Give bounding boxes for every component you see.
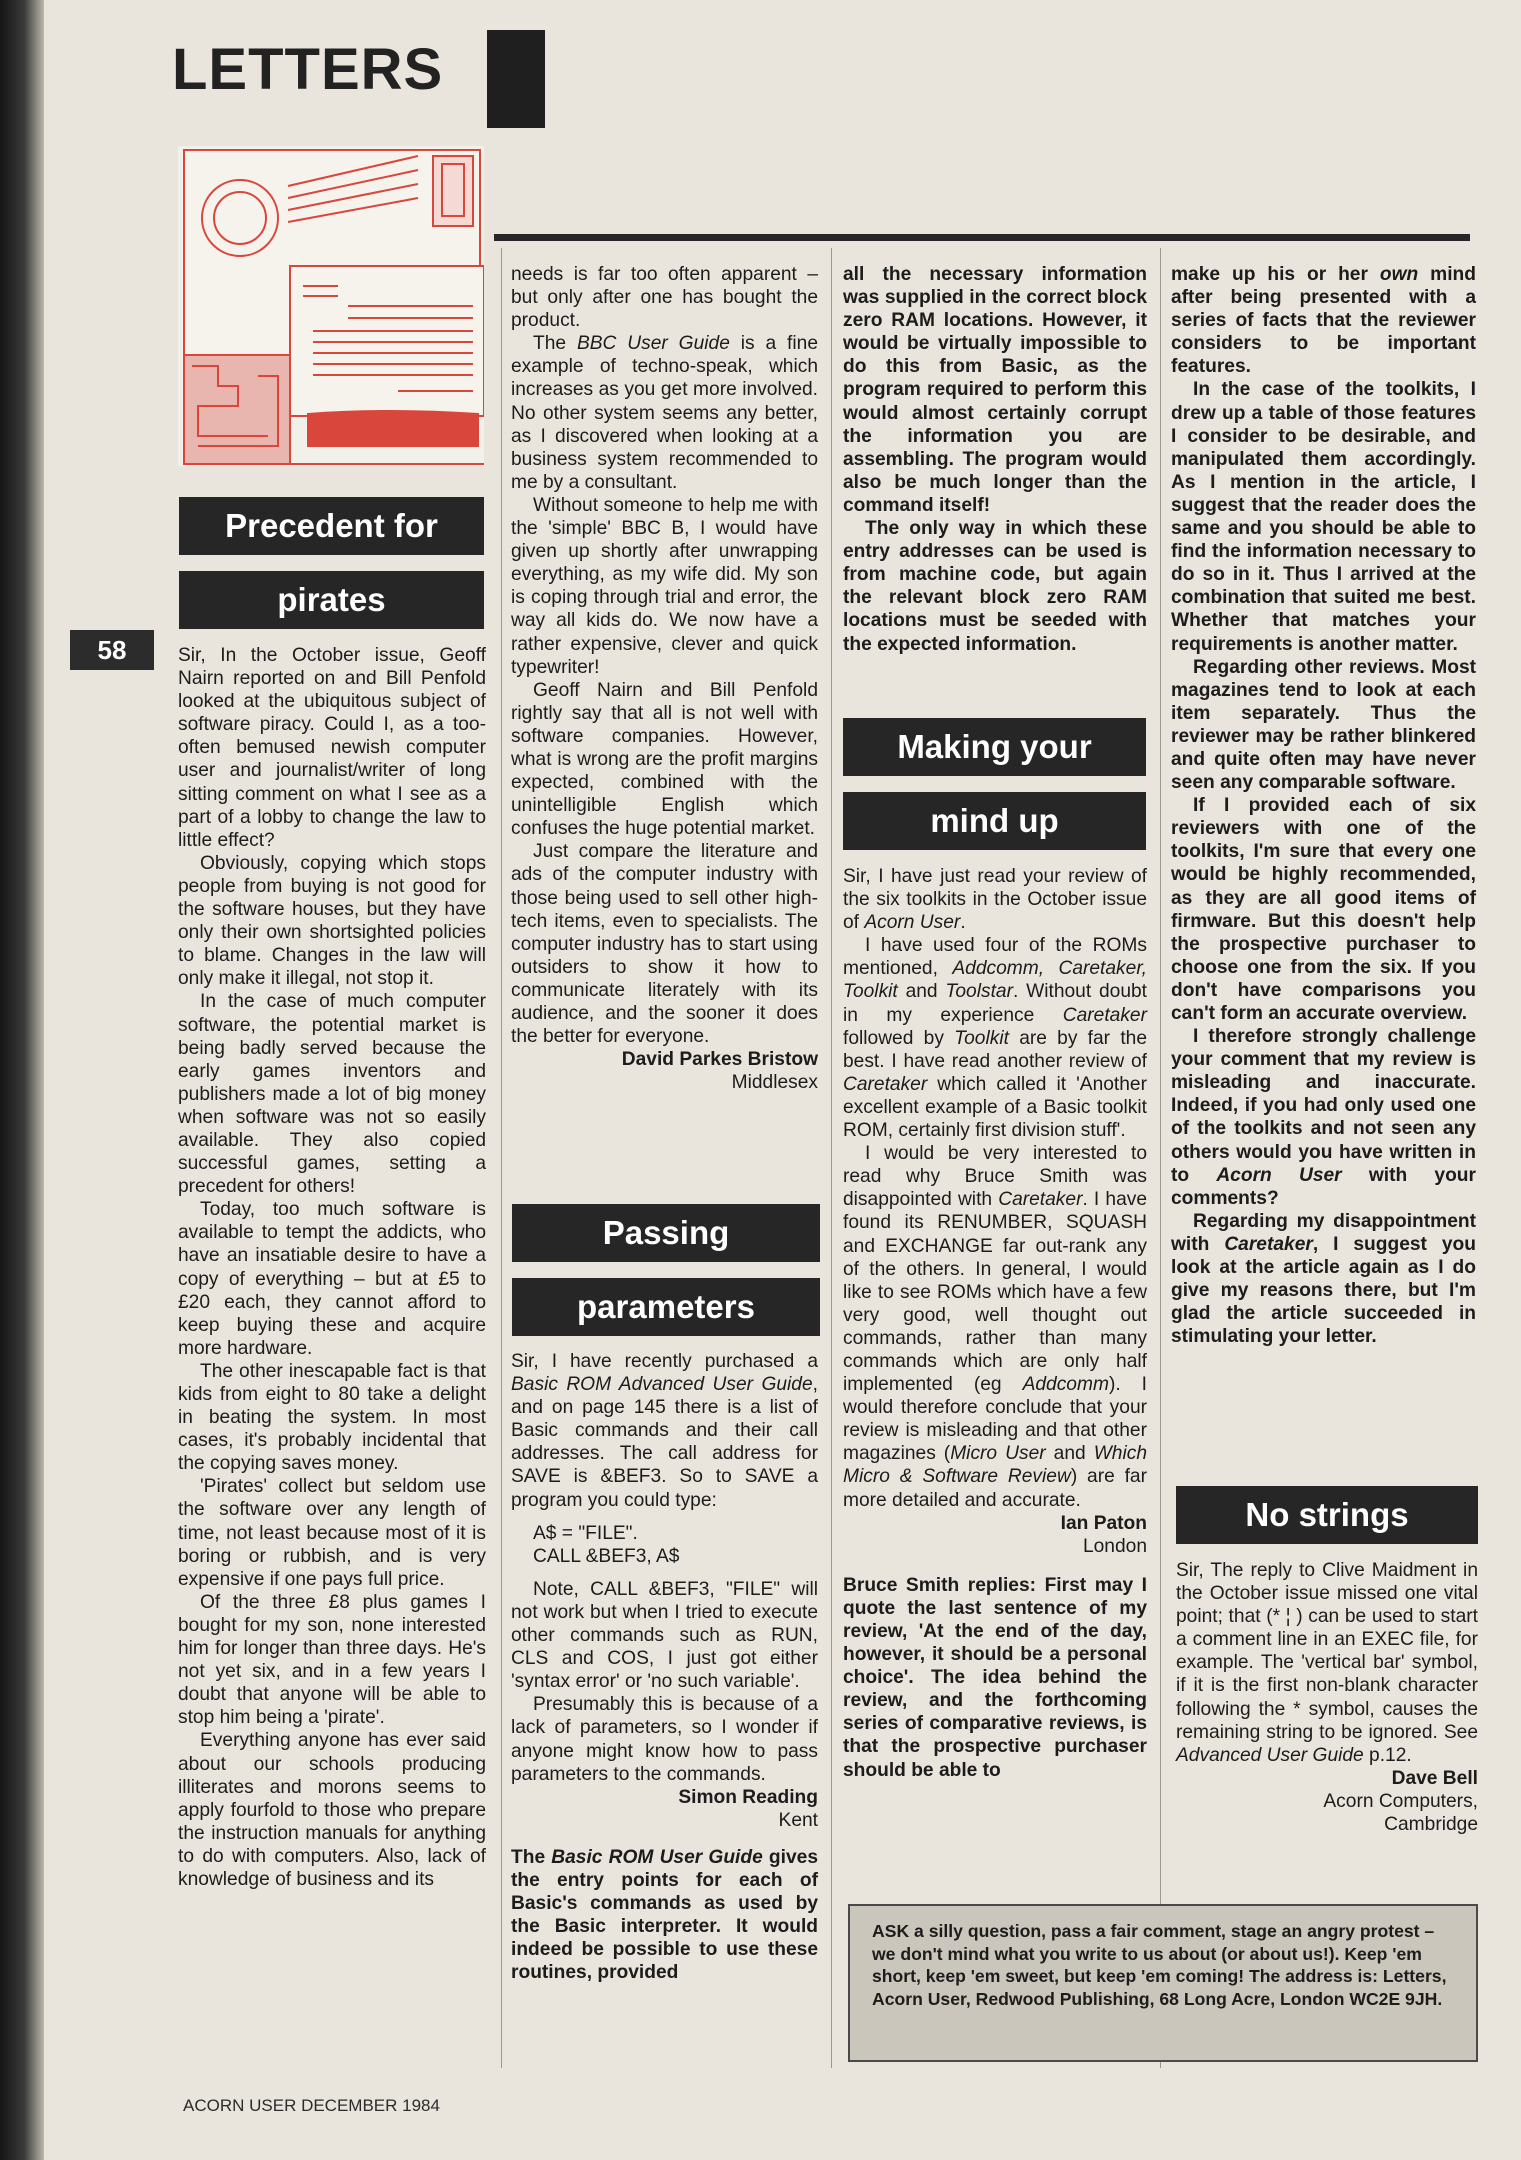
paragraph: Sir, In the October issue, Geoff Nairn reported on and Bill Penfold looked at the ubiquitous subject of software piracy. Could I, as a too-often bemused newish computer user and journalist/writer of long sitting comment on what I see as a part of a lobby to change the law to little effect? xyxy=(178,645,486,851)
code-listing xyxy=(533,1522,818,1568)
paragraph: Sir, I have recently purchased a Basic ROM Advanced User Guide, and on page 145 there is a list of Basic commands and their call addresses. The call address for SAVE is &BEF3. So to SAVE a program you could type: xyxy=(511,1351,818,1511)
paragraph: I would be very interested to read why Bruce Smith was disappointed with Caretaker. I have found its RENUMBER, SQUASH and EXCHANGE far out-rank any of the others. In general, I would like to see ROMs which have a few very good, well thought out commands, rather than many commands which are only half implemented (eg Addcomm). I would therefore conclude that your review is misleading and that other magazines (Micro User and Which Micro & Software Review) are far more detailed and accurate. xyxy=(843,1143,1148,1511)
paragraph: In the case of the toolkits, I drew up a table of those features I consider to be desirable, and manipulated them accordingly. As I mention in the article, I suggest that the reader does the same and you should be able to find the information necessary to do so in it. Thus I arrived at the combination that suited me best. Whether that matches your requirements is another matter. xyxy=(1171,379,1476,655)
paragraph: Everything anyone has ever said about our schools producing illiterates and morons seems to apply fourfold to those who prepare the instruction manuals for anything to do with computers. Also, lack of knowledge of business and its xyxy=(178,1730,486,1890)
signature-place: Middlesex xyxy=(731,1072,818,1094)
paragraph: Presumably this is because of a lack of parameters, so I wonder if anyone might know how to pass parameters to the commands. xyxy=(511,1694,818,1785)
paragraph: The other inescapable fact is that kids from eight to 80 take a delight in beating the system. In most cases, it's probably incidental that the copying saves money. xyxy=(178,1360,486,1475)
paragraph: all the necessary information was supplied in the correct block zero RAM locations. However, it would be virtually impossible to do this from Basic, as the program required to perform this would almost certainly corrupt the information you are assembling. The program would also be much longer than the command itself! xyxy=(843,264,1147,516)
envelope-illustration xyxy=(178,146,484,466)
letter-passing-parameters xyxy=(511,1350,818,1984)
signature-name: David Parkes Bristow xyxy=(621,1049,818,1071)
paragraph: Just compare the literature and ads of the computer industry with those being used to sell other high-tech items, even to specialists. The computer industry has to start using outsiders to show it how to communicate literately with its audience, and the sooner it does the better for everyone. xyxy=(511,841,818,1048)
paragraph: In the case of much computer software, the potential market is being badly served because the early games inventors and publishers made a lot of big money when software was not so easily available. They also copied successful games, setting a precedent for others! xyxy=(178,991,486,1198)
paragraph: Obviously, copying which stops people from buying is not good for the software houses, but they have only their own shortsighted policies to blame. Changes in the law will only make it illegal, not stop it. xyxy=(178,852,486,990)
column-divider xyxy=(831,248,832,2068)
paragraph: needs is far too often apparent – but only after one has bought the product. xyxy=(511,264,818,332)
signature-place: Cambridge xyxy=(1384,1814,1478,1836)
submission-notice-box xyxy=(848,1904,1478,2062)
paragraph: 'Pirates' collect but seldom use the software over any length of time, not least because most of it is boring or rubbish, and is very expensive if one pays full price. xyxy=(178,1476,486,1590)
heading-precedent-for: Precedent for xyxy=(179,497,484,555)
letter-precedent-continued xyxy=(511,263,818,1094)
letter-no-strings xyxy=(1176,1559,1478,1836)
author-reply: Bruce Smith replies: First may I quote the last sentence of my review, 'At the end of the day, however, it should be a personal choice'. The idea behind the review, and the forthcoming series of comparative reviews, is that the prospective purchaser should be able to xyxy=(843,1574,1147,1781)
paragraph: Note, CALL &BEF3, "FILE" will not work but when I tried to execute other commands such as RUN, CLS and COS, I just got either 'syntax error' or 'no such variable'. xyxy=(511,1578,818,1693)
top-rule xyxy=(494,234,1470,241)
signature-place: London xyxy=(1082,1535,1147,1557)
paragraph: Without someone to help me with the 'simple' BBC B, I would have given up shortly after unwrapping everything, as my wife did. My son is coping through trial and error, the way all kids do. We now have a rather expensive, clever and quick typewriter! xyxy=(511,494,818,678)
heading-making-your: Making your xyxy=(843,718,1146,776)
publication-title: Basic ROM User Guide xyxy=(551,1846,763,1868)
publication-title: BBC User Guide xyxy=(576,333,730,355)
signature-name: Ian Paton xyxy=(1060,1512,1147,1534)
binding-spine xyxy=(0,0,44,2160)
paragraph: The BBC User Guide is a fine example of techno-speak, which increases as you get more involved. No other system seems any better, as I discovered when looking at a business system recommended to me by a consultant. xyxy=(511,333,818,493)
paragraph: If I provided each of six reviewers with one of the toolkits, I'm sure that every one would be highly recommended, as they are all good items of firmware. But this doesn't help the prospective purchaser to choose one from the six. If you don't have comparisons you can't form an accurate overview. xyxy=(1171,795,1476,1024)
paragraph: Sir, The reply to Clive Maidment in the October issue missed one vital point; that (* ¦ ) can be used to start a comment line in an EXEC file, for example. The 'vertical bar' symbol, if it is the first non-blank character following the * symbol, causes the remaining string to be ignored. See Advanced User Guide p.12. xyxy=(1176,1560,1478,1766)
paragraph: Regarding other reviews. Most magazines tend to look at each item separately. Thus the reviewer may be rather blinkered and quite often may have never seen any comparable software. xyxy=(1171,656,1476,794)
signature-organisation: Acorn Computers, xyxy=(1323,1790,1478,1812)
column-divider xyxy=(1160,248,1161,2068)
heading-no-strings: No strings xyxy=(1176,1486,1478,1544)
paragraph: I have used four of the ROMs mentioned, Addcomm, Caretaker, Toolkit and Toolstar. Without doubt in my experience Caretaker followed by Toolkit are by far the best. I have read another review of Caretaker which called it 'Another excellent example of a Basic toolkit ROM, certainly first division stuff'. xyxy=(843,935,1147,1142)
signature-name: Simon Reading xyxy=(678,1786,818,1808)
heading-passing: Passing xyxy=(512,1204,820,1262)
code-line: CALL &BEF3, A$ xyxy=(533,1545,680,1567)
paragraph: Today, too much software is available to tempt the addicts, who have an insatiable desire to have a copy of everything – but at £5 to £20 each, they cannot afford to keep buying these and acquire more hardware. xyxy=(178,1199,486,1359)
column-divider xyxy=(501,248,502,2068)
publication-title: Advanced User Guide xyxy=(1176,1744,1364,1766)
title-block-decoration xyxy=(487,30,545,128)
letter-making-your-mind-up xyxy=(843,865,1147,1782)
page-footer: ACORN USER DECEMBER 1984 xyxy=(183,2096,440,2115)
code-line: A$ = "FILE". xyxy=(533,1522,638,1544)
paragraph: Of the three £8 plus games I bought for my son, none interested him for longer than three days. He's not yet six, and in a few years I doubt that anyone will be able to stop him being a 'pirate'. xyxy=(178,1591,486,1729)
paragraph: make up his or her own mind after being presented with a series of facts that the reviewer considers to be important features. xyxy=(1171,264,1476,378)
page-number: 58 xyxy=(70,630,154,670)
submission-notice-text: ASK a silly question, pass a fair comment, stage an angry protest – we don't mind what you write to us about (or about us!). Keep 'em short, keep 'em sweet, but keep 'em coming! The address is: Letters, Acorn User, Redwood Publishing, 68 Long Acre, London WC2E 9JH. xyxy=(872,1921,1447,2009)
letter-precedent-pirates xyxy=(178,644,486,1891)
heading-mind-up: mind up xyxy=(843,792,1146,850)
page-title: LETTERS xyxy=(172,37,444,102)
paragraph: The only way in which these entry addresses can be used is from machine code, but again the relevant block zero RAM locations must be seeded with the expected information. xyxy=(843,518,1147,655)
paragraph: Sir, I have just read your review of the six toolkits in the October issue of Acorn User. xyxy=(843,866,1147,934)
editor-reply-continued xyxy=(843,263,1147,656)
paragraph: I therefore strongly challenge your comment that my review is misleading and inaccurate. Indeed, if you had only used one of the toolkits and not seen any others would you have written in to Acorn User with your comments? xyxy=(1171,1026,1476,1209)
heading-parameters: parameters xyxy=(512,1278,820,1336)
paragraph: Regarding my disappointment with Caretaker, I suggest you look at the article again as I do give my reasons there, but I'm glad the article succeeded in stimulating your letter. xyxy=(1171,1210,1476,1348)
author-reply-continued xyxy=(1171,263,1476,1348)
paragraph: Geoff Nairn and Bill Penfold rightly say that all is not well with software companies. However, what is wrong are the profit margins expected, combined with the unintelligible English which confuses the huge potential market. xyxy=(511,679,818,840)
publication-title: Basic ROM Advanced User Guide xyxy=(511,1374,813,1396)
heading-pirates: pirates xyxy=(179,571,484,629)
signature-place: Kent xyxy=(778,1809,818,1831)
signature-name: Dave Bell xyxy=(1391,1767,1478,1789)
editor-reply: The Basic ROM User Guide gives the entry points for each of Basic's commands as used by the Basic interpreter. It would indeed be possible to use these routines, provided xyxy=(511,1846,818,1984)
